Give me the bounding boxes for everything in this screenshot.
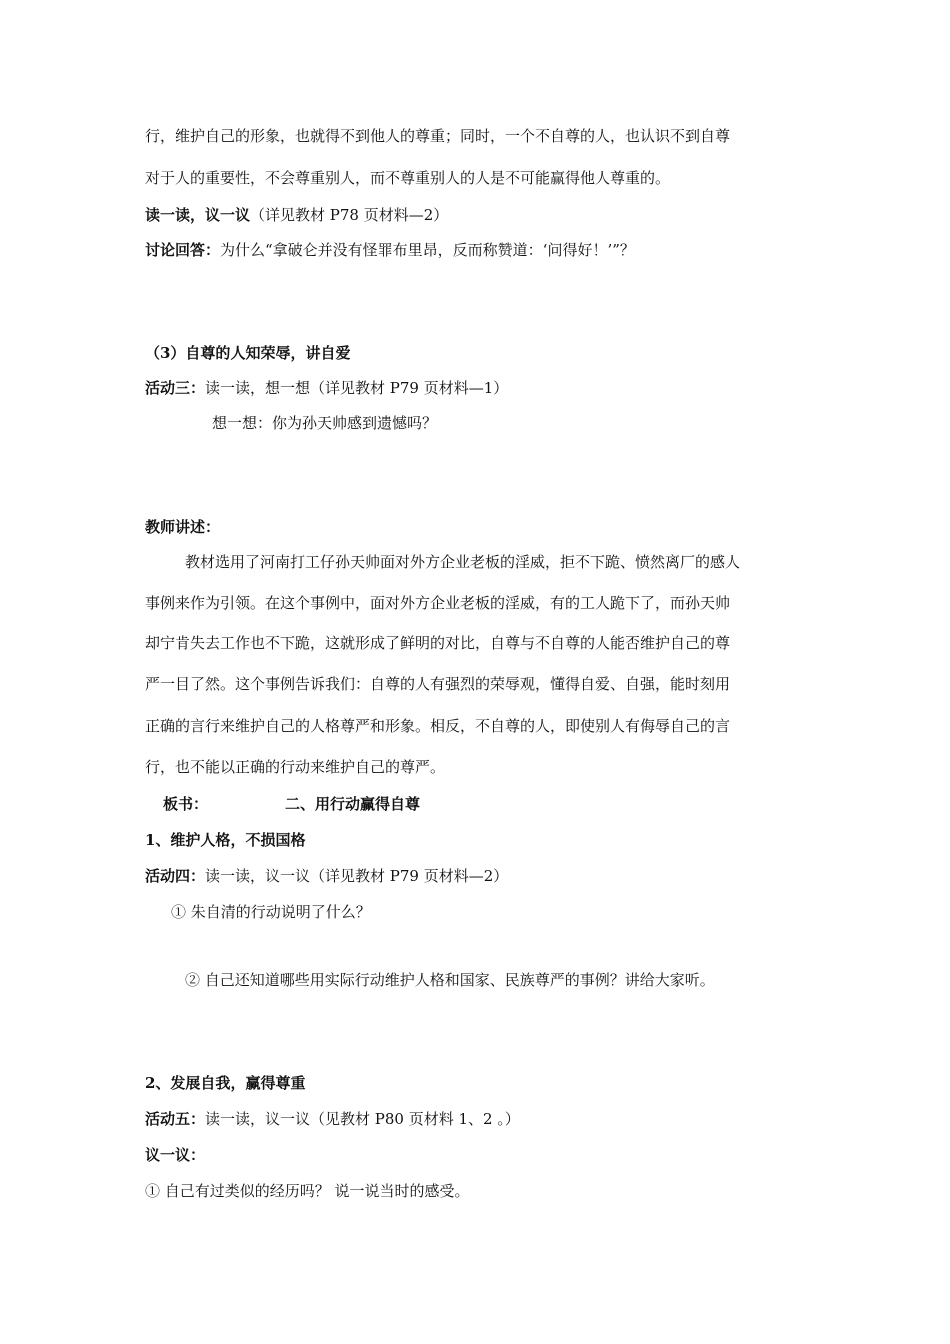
activity-heading: 活动三： [145,379,206,397]
subsection-heading: 1、维护人格，不损国格 [145,831,306,849]
activity-line [145,205,448,225]
activity-line [145,1109,520,1129]
paragraph-line: 正确的言行来维护自己的人格尊严和形象。相反，不自尊的人，即使别人有侮辱自己的言 [145,717,731,735]
paragraph-line: 教材选用了河南打工仔孙天帅面对外方企业老板的淫威，拒不下跪、愤然离厂的感人 [185,553,741,571]
subsection-heading: 2、发展自我，赢得尊重 [145,1074,306,1092]
activity-heading: 活动五： [145,1110,206,1128]
paragraph-line: 却宁肯失去工作也不下跪，这就形成了鲜明的对比，自尊与不自尊的人能否维护自己的尊 [145,634,731,652]
activity-detail: 读一读，议一议（详见教材 P79 页材料—2） [205,867,509,885]
activity-heading: 活动四： [145,867,206,885]
discussion-line [145,240,635,260]
teacher-heading: 教师讲述： [145,518,221,536]
text-line: 行，维护自己的形象，也就得不到他人的尊重；同时，一个不自尊的人，也认识不到自尊 [145,127,731,145]
text-line: 对于人的重要性，不会尊重别人，而不尊重别人的人是不可能赢得他人尊重的。 [145,169,671,187]
paragraph-line: 事例来作为引领。在这个事例中，面对外方企业老板的淫威，有的工人跪下了，而孙天帅 [145,594,731,612]
paragraph-line: 严一目了然。这个事例告诉我们：自尊的人有强烈的荣辱观，懂得自爱、自强，能时刻用 [145,675,731,693]
discussion-heading: 讨论回答： [145,241,221,259]
question-item: ② 自己还知道哪些用实际行动维护人格和国家、民族尊严的事例？讲给大家听。 [185,971,715,989]
activity-detail: 读一读，议一议（见教材 P80 页材料 1、2 。） [205,1110,520,1128]
question-line: 想一想：你为孙天帅感到遗憾吗？ [212,414,438,432]
question-item: ① 朱自清的行动说明了什么？ [171,903,371,921]
board-label: 板书： [163,795,209,813]
activity-line [145,378,508,398]
paragraph-line: 行，也不能以正确的行动来维护自己的尊严。 [145,758,446,776]
discussion-heading: 议一议： [145,1146,206,1164]
activity-detail: 读一读，想一想（详见教材 P79 页材料—1） [205,379,509,397]
activity-heading: 读一读，议一议 [145,206,251,224]
activity-detail: （详见教材 P78 页材料—2） [250,206,449,224]
board-title: 二、用行动赢得自尊 [285,795,421,813]
discussion-question: 为什么“拿破仑并没有怪罪布里昂，反而称赞道：‘问得好！’”？ [220,241,635,259]
question-item: ① 自己有过类似的经历吗？ 说一说当时的感受。 [145,1182,470,1200]
activity-line [145,866,508,886]
section-heading: （3）自尊的人知荣辱，讲自爱 [145,344,351,362]
